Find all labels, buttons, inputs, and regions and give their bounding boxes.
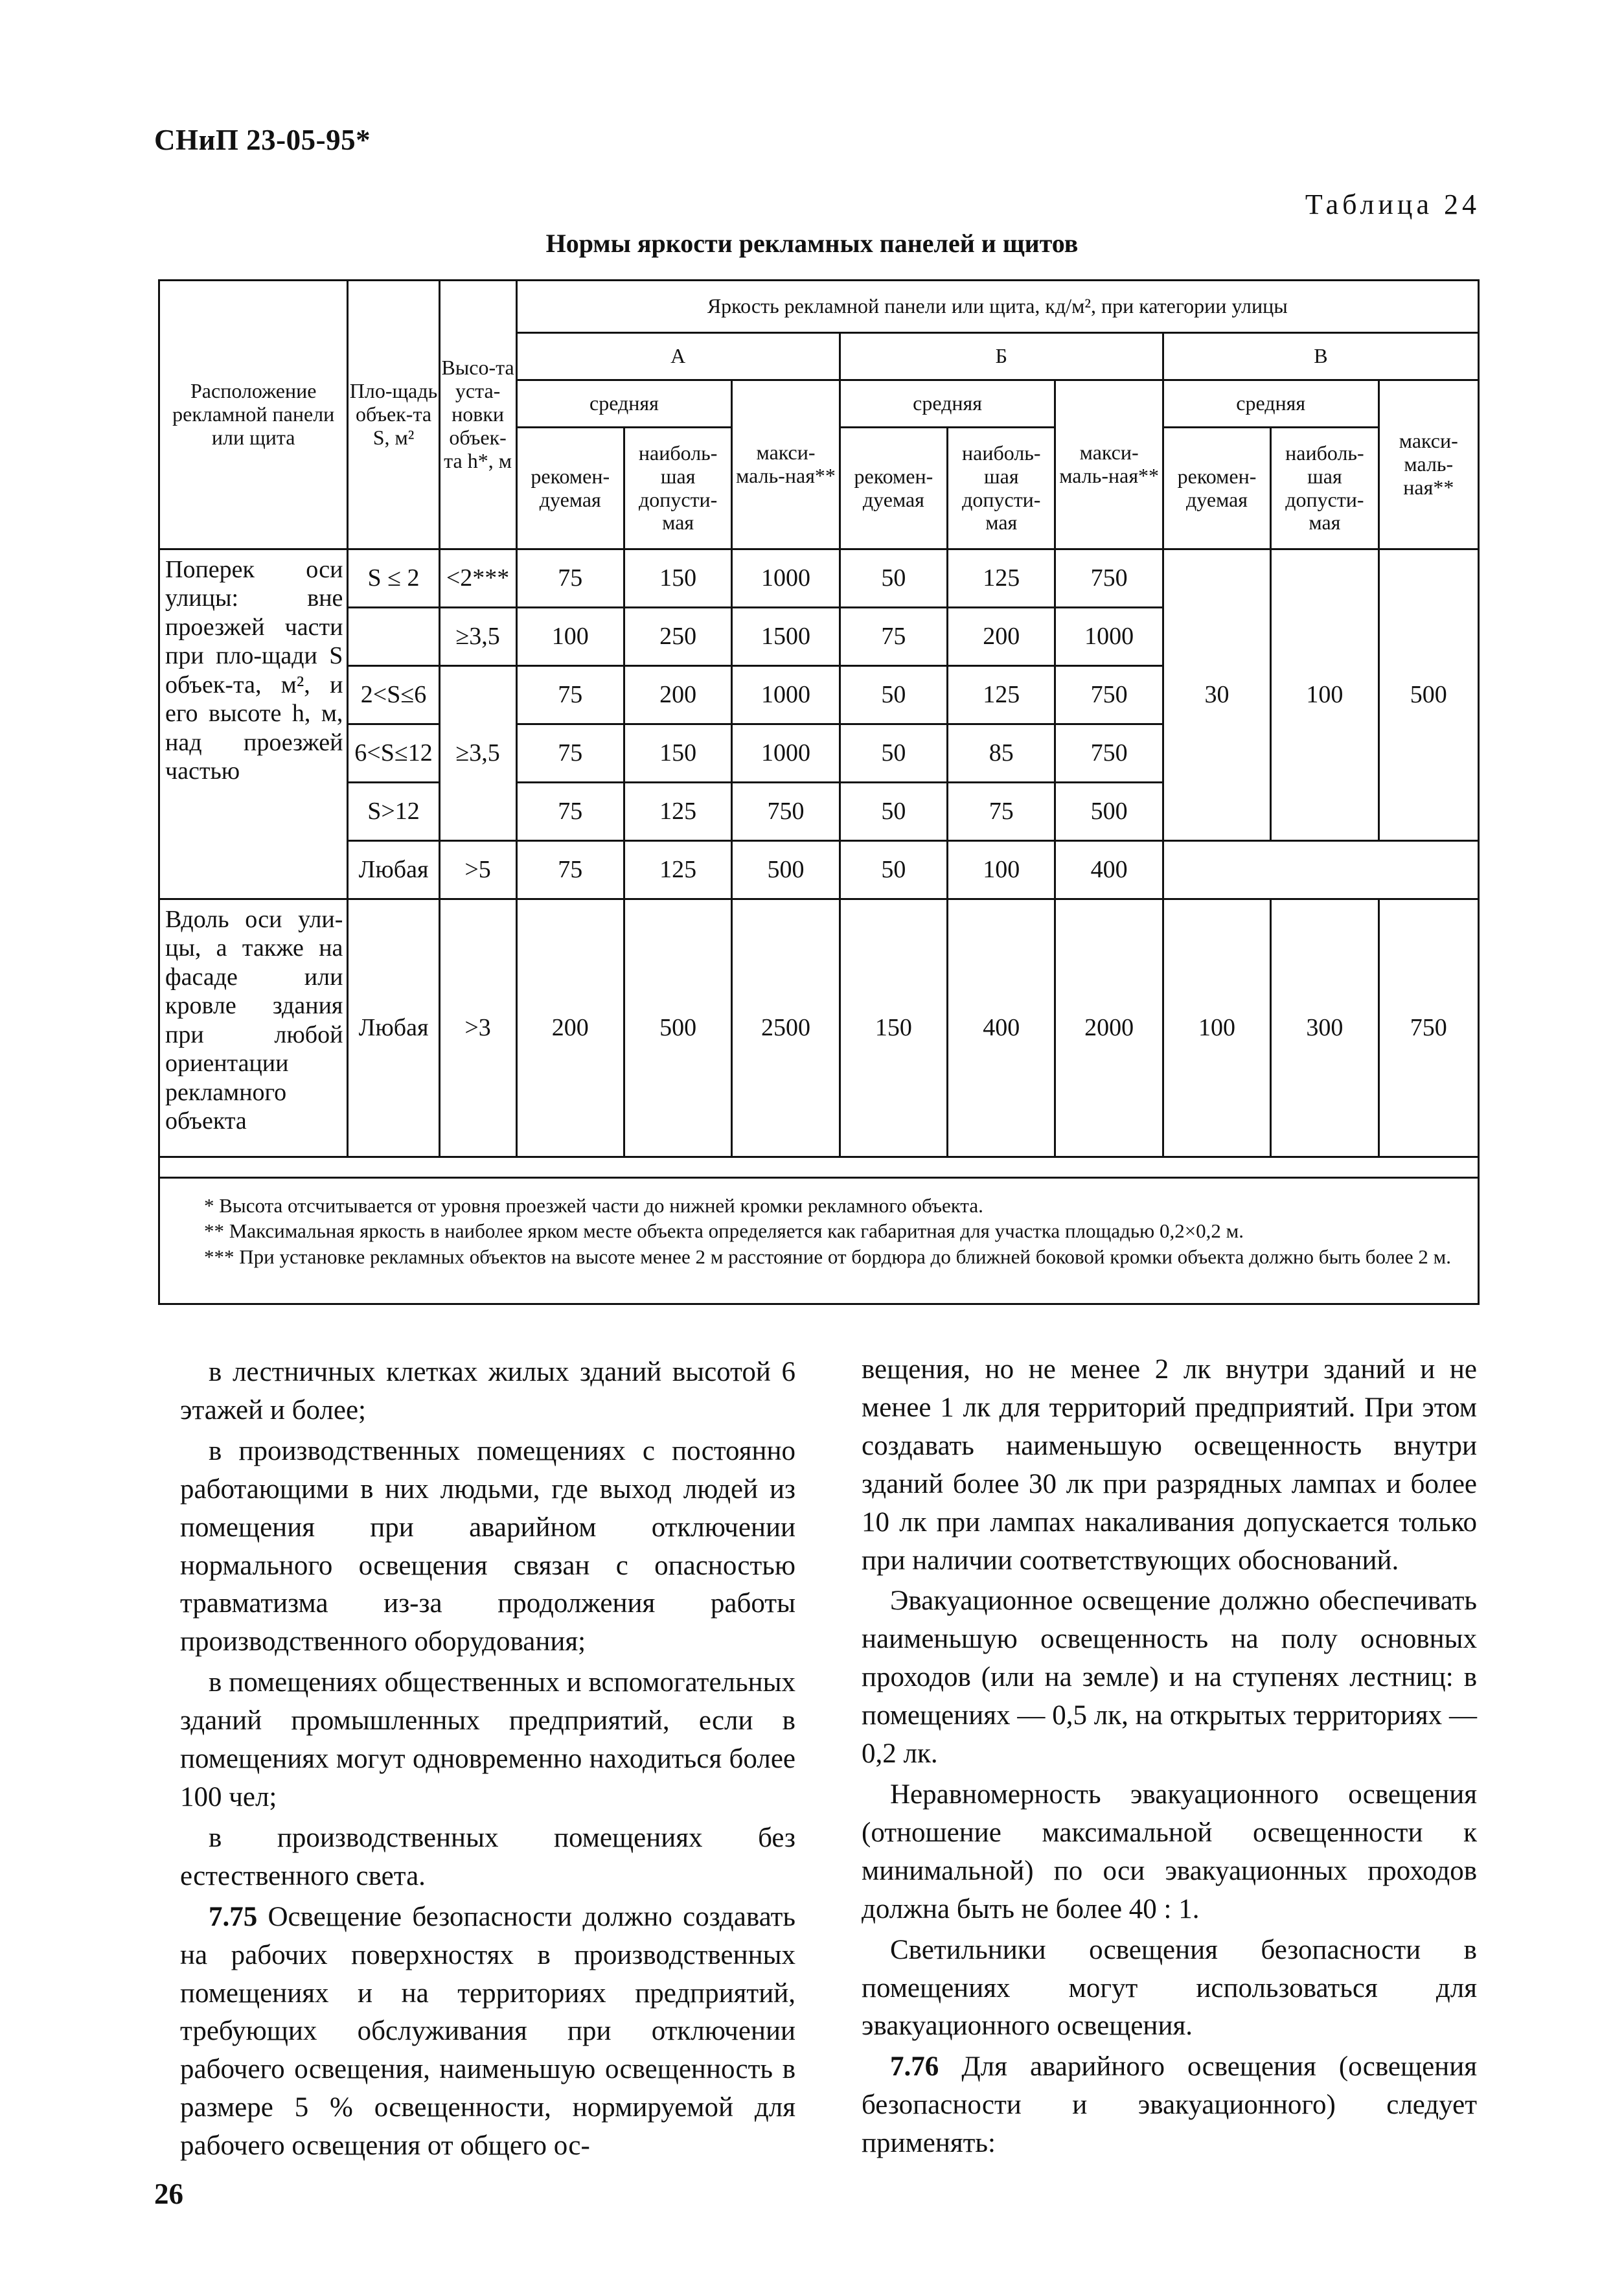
header-average-v: средняя	[1163, 380, 1378, 428]
body-column-right	[862, 1351, 1477, 2163]
paragraph	[180, 1898, 795, 2165]
cell-b-maximum: 2000	[1055, 899, 1163, 1157]
cell-height: <2***	[439, 549, 516, 608]
cell-v-recommended: 30	[1163, 549, 1270, 841]
note-2: ** Максимальная яркость в наиболее ярком месте объекта определяется как габаритная для участка площадью 0,2×0,2 м.	[204, 1219, 1244, 1243]
cell-a-max-allowed: 200	[624, 666, 731, 724]
header-maximum-a: макси-маль-ная**	[732, 380, 840, 549]
cell-v-recommended: 100	[1163, 899, 1270, 1157]
header-category-a: А	[516, 333, 840, 380]
cell-a-maximum: 750	[732, 783, 840, 841]
cell-b-max-allowed: 125	[948, 666, 1055, 724]
paragraph-text: Освещение безопасности должно создавать на рабочих поверхностях в производственных помещениях и на территориях предприятий, требующих обслуживания при отключении рабочего освещения, наименьшую освещенность в размере 5 % освещенности, нормируемой для рабочего освещения от общего ос-	[180, 1901, 795, 2162]
cell-b-max-allowed: 100	[948, 841, 1055, 899]
cell-area-merged	[348, 608, 439, 666]
cell-height: ≥3,5	[439, 608, 516, 666]
paragraph: вещения, но не менее 2 лк внутри зданий и не менее 1 лк для территорий предприятий. При этом создавать наименьшую освещенность внутри зданий более 30 лк при разрядных лампах и более 10 лк при лампах накаливания допускается только при наличии соответствующих обоснований.	[862, 1354, 1477, 1576]
document-code: СНиП 23-05-95*	[154, 124, 371, 156]
header-area: Пло-щадь объек-та S, м²	[348, 281, 439, 549]
row-label-across: Поперек оси улицы: вне проезжей части при пло-щади S объек-та, м², и его высоте h, м, над проезжей частью	[159, 549, 348, 899]
cell-height: >3	[439, 899, 516, 1157]
cell-v-empty	[1163, 841, 1478, 899]
cell-a-maximum: 1500	[732, 608, 840, 666]
table-label: Таблица 24	[1305, 189, 1480, 220]
row-label-along: Вдоль оси ули-цы, а также на фасаде или кровле здания при любой ориентации рекламного объекта	[159, 899, 348, 1157]
cell-a-recommended: 75	[516, 783, 624, 841]
cell-b-max-allowed: 200	[948, 608, 1055, 666]
cell-area: Любая	[348, 841, 439, 899]
cell-area: 2<S≤6	[348, 666, 439, 724]
paragraph: в производственных помещениях без естественного света.	[180, 1822, 795, 1891]
cell-a-recommended: 200	[516, 899, 624, 1157]
cell-a-recommended: 75	[516, 549, 624, 608]
cell-b-recommended: 150	[840, 899, 947, 1157]
body-column-left	[180, 1351, 795, 2165]
header-recommended-v: рекомен-дуемая	[1163, 428, 1270, 549]
cell-b-recommended: 50	[840, 666, 947, 724]
cell-b-recommended: 50	[840, 783, 947, 841]
cell-a-maximum: 500	[732, 841, 840, 899]
cell-a-maximum: 1000	[732, 724, 840, 783]
cell-a-max-allowed: 150	[624, 724, 731, 783]
cell-b-maximum: 750	[1055, 724, 1163, 783]
header-height: Высо-та уста-новки объек-та h*, м	[439, 281, 516, 549]
header-max-allowed-v: наиболь-шая допусти-мая	[1271, 428, 1378, 549]
header-brightness: Яркость рекламной панели или щита, кд/м², при категории улицы	[516, 281, 1478, 333]
note-1: * Высота отсчитывается от уровня проезжей части до нижней кромки рекламного объекта.	[204, 1194, 983, 1217]
table-spacer	[159, 1157, 1479, 1178]
paragraph-text: Для аварийного освещения (освещения безопасности и эвакуационного) следует применять:	[862, 2051, 1478, 2159]
paragraph: Эвакуационное освещение должно обеспечивать наименьшую освещенность на полу основных проходов (или на земле) и на ступенях лестниц: в помещениях — 0,5 лк, на открытых территориях — 0,2 лк.	[862, 1586, 1477, 1770]
header-category-v: В	[1163, 333, 1478, 380]
page-number: 26	[154, 2178, 183, 2210]
cell-b-max-allowed: 85	[948, 724, 1055, 783]
cell-v-max-allowed: 100	[1271, 549, 1378, 841]
paragraph: в лестничных клетках жилых зданий высотой 6 этажей и более;	[180, 1357, 795, 1425]
cell-area: S ≤ 2	[348, 549, 439, 608]
cell-v-maximum: 500	[1378, 549, 1478, 841]
header-average-a: средняя	[516, 380, 732, 428]
table-notes	[159, 1178, 1479, 1304]
header-average-b: средняя	[840, 380, 1055, 428]
cell-v-max-allowed: 300	[1271, 899, 1378, 1157]
header-category-b: Б	[840, 333, 1163, 380]
paragraph	[862, 2048, 1477, 2163]
cell-b-maximum: 750	[1055, 666, 1163, 724]
section-number: 7.76	[890, 2051, 939, 2082]
paragraph: Неравномерность эвакуационного освещения (отношение максимальной освещенности к минимальной) по оси эвакуационных проходов должна быть не более 40 : 1.	[862, 1779, 1477, 1924]
cell-b-max-allowed: 125	[948, 549, 1055, 608]
header-max-allowed-b: наиболь-шая допусти-мая	[948, 428, 1055, 549]
cell-a-recommended: 75	[516, 724, 624, 783]
cell-a-max-allowed: 125	[624, 841, 731, 899]
cell-b-max-allowed: 400	[948, 899, 1055, 1157]
cell-b-max-allowed: 75	[948, 783, 1055, 841]
cell-a-recommended: 100	[516, 608, 624, 666]
cell-b-recommended: 50	[840, 841, 947, 899]
cell-a-maximum: 1000	[732, 549, 840, 608]
cell-a-max-allowed: 250	[624, 608, 731, 666]
cell-b-maximum: 500	[1055, 783, 1163, 841]
cell-a-max-allowed: 150	[624, 549, 731, 608]
cell-a-recommended: 75	[516, 841, 624, 899]
paragraph: Светильники освещения безопасности в помещениях могут использоваться для эвакуационного освещения.	[862, 1934, 1477, 2042]
cell-b-recommended: 50	[840, 724, 947, 783]
cell-b-recommended: 50	[840, 549, 947, 608]
table-title: Нормы яркости рекламных панелей и щитов	[545, 229, 1079, 258]
cell-a-recommended: 75	[516, 666, 624, 724]
note-3: *** При установке рекламных объектов на высоте менее 2 м расстояние от бордюра до ближней боковой кромки объекта должно быть более 2 м.	[204, 1245, 1451, 1268]
cell-a-max-allowed: 125	[624, 783, 731, 841]
header-recommended-a: рекомен-дуемая	[516, 428, 624, 549]
cell-area: 6<S≤12	[348, 724, 439, 783]
header-location: Расположение рекламной панели или щита	[159, 281, 348, 549]
cell-a-maximum: 1000	[732, 666, 840, 724]
cell-area: Любая	[348, 899, 439, 1157]
cell-b-maximum: 1000	[1055, 608, 1163, 666]
cell-a-max-allowed: 500	[624, 899, 731, 1157]
cell-b-recommended: 75	[840, 608, 947, 666]
cell-b-maximum: 750	[1055, 549, 1163, 608]
header-max-allowed-a: наиболь-шая допусти-мая	[624, 428, 731, 549]
brightness-norms-table	[158, 279, 1480, 1305]
header-recommended-b: рекомен-дуемая	[840, 428, 947, 549]
cell-b-maximum: 400	[1055, 841, 1163, 899]
section-number: 7.75	[209, 1901, 258, 1932]
cell-v-maximum: 750	[1378, 899, 1478, 1157]
cell-area: S>12	[348, 783, 439, 841]
cell-a-maximum: 2500	[732, 899, 840, 1157]
header-maximum-b: макси-маль-ная**	[1055, 380, 1163, 549]
cell-height: >5	[439, 841, 516, 899]
cell-height: ≥3,5	[439, 666, 516, 841]
paragraph: в помещениях общественных и вспомогательных зданий промышленных предприятий, если в помещениях могут одновременно находиться более 100 чел;	[180, 1667, 795, 1812]
header-maximum-v: макси-маль-ная**	[1378, 380, 1478, 549]
paragraph: в производственных помещениях с постоянно работающими в них людьми, где выход людей из помещения при аварийном отключении нормального освещения связан с опасностью травматизма из-за продолжения работы производственного оборудования;	[180, 1435, 795, 1657]
